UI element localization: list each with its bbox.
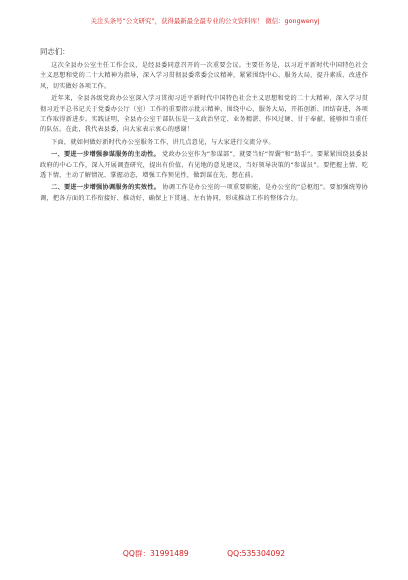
section-2 (40, 183, 368, 204)
section-1 (40, 150, 368, 181)
section-2-heading: 二、要进一步增强协调服务的实效性。 (51, 184, 161, 192)
section-2-body: 协调工作是办公室的一项重要职能，是办公室的“总枢纽”。要加强统筹协调，把各方面的工作衔接好、推动好，确保上下贯通、左右协同，形成推动工作的整体合力。 (40, 184, 368, 202)
section-1-body: 党政办公室作为“参谋部”，就要当好“智囊”和“助手”。要紧紧围绕县委县政府的中心工作，深入开展调查研究，提出有价值、有见地的意见建议，当好领导决策的“参谋员”。要把握上情、吃透下情，主动了解情况、掌握动态，增强工作预见性，做到谋在先、想在前。 (40, 151, 369, 180)
qq-group: QQ群：31991489 (122, 549, 189, 558)
paragraph: 下面，就如何做好新时代办公室服务工作，讲几点意见，与大家进行交流分享。 (51, 138, 275, 146)
document-page (40, 34, 368, 206)
greeting: 同志们： (40, 47, 70, 56)
paragraph: 这次全县办公室主任工作会议，是经县委同意召开的一次重要会议。主要任务是，以习近平新时代中国特色社会主义思想和党的二十大精神为指导，深入学习贯彻县委常委会议精神，紧紧围绕中心、服务大局，提升素质、改进作风，切实做好各项工作。 (40, 62, 368, 90)
section-1-heading: 一、要进一步增强参谋服务的主动性。 (51, 151, 160, 159)
paragraph: 近年来，全县各级党政办公室深入学习贯彻习近平新时代中国特色社会主义思想和党的二十大精神，深入学习贯彻习近平总书记关于党委办公厅（室）工作的重要指示批示精神，围绕中心、服务大局，开拓创新、团结奋进，各项工作取得新进步。实践证明，全县办公室干部队伍是一支政治坚定、业务精湛、作风过硬、甘于奉献、能够担当重任的队伍。在此，我代表县委，向大家表示衷心的感谢！ (40, 95, 368, 134)
qq: QQ:535304092 (227, 549, 286, 558)
footer (40, 548, 368, 559)
banner-text: 关注头条号“公文研究”，获得最新最全最专业的公文资料库！ 微信：gongwenyj (90, 17, 320, 25)
